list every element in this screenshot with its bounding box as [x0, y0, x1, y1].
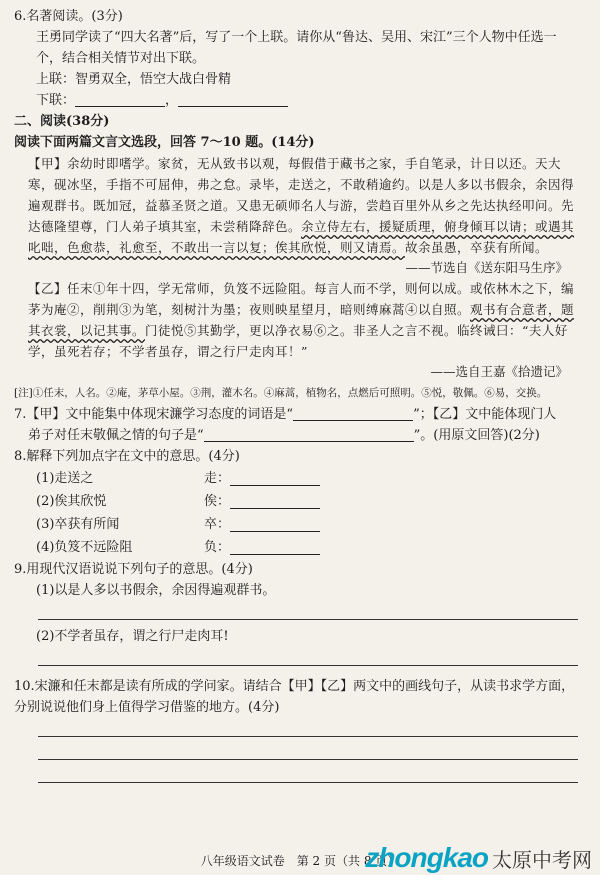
- q8-item-label: (4)负笈不远险阻: [36, 540, 133, 555]
- q8-blank[interactable]: [230, 494, 320, 509]
- jia-end: 故余虽愚，卒获有所闻。: [405, 240, 549, 255]
- q9-title: 9.用现代汉语说说下列句子的意思。(4分): [14, 562, 253, 577]
- q8-item-char: 卒：: [204, 517, 231, 532]
- q7-blank-2[interactable]: [204, 427, 414, 442]
- q7-part-c: 弟子对任末敬佩之情的句子是“: [28, 428, 204, 443]
- section-reading-title: 二、阅读(38分): [14, 114, 110, 129]
- reading-intro: 阅读下面两篇文言文选段，回答 7～10 题。(14分): [14, 135, 315, 150]
- q8-item-label: (3)卒获有所闻: [36, 517, 120, 532]
- q7-part-a: 7.【甲】文中能集中体现宋濂学习态度的词语是“: [14, 407, 294, 422]
- q9-sentence-1: (1)以是人多以书假余，余因得遍观群书。: [36, 583, 276, 598]
- q8-item-label: (2)俟其欣悦: [36, 494, 107, 509]
- q8-item-char: 走：: [204, 471, 231, 486]
- yi-end: 门徒悦⑤其勤学，更以净衣易⑥之。非圣人之言不视。临终诫曰：“夫人好学，虽死若存；不学者虽存，谓之行尸走肉耳！”: [28, 323, 568, 359]
- q6-lower-label: 下联：: [36, 93, 76, 108]
- q9-answer-line-2[interactable]: [38, 647, 578, 666]
- yi-text: 【乙】任末①年十四，学无常师，负笈不远险阻。每言人而不学，则何以成。或依林木之下，编茅为庵②，削荆③为笔，刻树汁为墨；夜则映星望月，暗则缚麻蒿④以自照。: [28, 281, 575, 317]
- q8-blank[interactable]: [230, 471, 320, 486]
- q8-item-4: [14, 536, 582, 559]
- q10-answer-line-3[interactable]: [38, 764, 578, 783]
- page-footer: 八年级语文试卷 第 2 页（共 8 页）: [200, 854, 400, 868]
- jia-source: ——节选自《送东阳马生序》: [405, 260, 568, 275]
- watermark: [365, 841, 592, 875]
- q10-answer-line-1[interactable]: [38, 718, 578, 737]
- q8-item-label: (1)走送之: [36, 471, 94, 486]
- q8-blank[interactable]: [230, 540, 320, 555]
- yi-underlined: 观书有合意者，题其衣裳，以记其事。: [28, 302, 575, 338]
- yi-source: ——选自王嘉《拾遗记》: [430, 364, 568, 379]
- q7-blank-1[interactable]: [293, 406, 413, 421]
- q10-answer-line-2[interactable]: [38, 741, 578, 760]
- q8-item-1: [14, 467, 582, 490]
- q9-answer-line-1[interactable]: [38, 601, 578, 620]
- q6-prompt: 王勇同学读了“四大名著”后，写了一个上联。请你从“鲁达、吴用、宋江”三个人物中任选一个，结合相关情节对出下联。: [36, 30, 557, 66]
- jia-text: 【甲】余幼时即嗜学。家贫，无从致书以观，每假借于藏书之家，手自笔录，计日以还。天大寒，砚冰坚，手指不可屈伸，弗之怠。录毕，走送之，不敢稍逾约。以是人多以书假余，余因得遍观群书。既加冠，益慕圣贤之道。又患无硕师名人与游，尝趋百里外从乡之先达执经叩问。先达德隆望尊，门人弟子填其室，未尝稍降辞色。: [28, 156, 575, 234]
- q7: [14, 404, 582, 446]
- q10-title: 10.宋濂和任末都是读有所成的学问家。请结合【甲】【乙】两文中的画线句子，从读书求学方面，分别说说他们身上值得学习借鉴的地方。(4分): [14, 679, 575, 715]
- watermark-logo: zhongkao: [365, 842, 488, 873]
- q7-part-d: ”。(用原文回答)(2分): [413, 428, 540, 443]
- q8-item-3: [14, 513, 582, 536]
- q8-item-char: 负：: [204, 540, 231, 555]
- q6-title: 6.名著阅读。(3分): [14, 9, 123, 24]
- jia-underlined: 余立侍左右，援疑质理，俯身倾耳以请；或遇其叱咄，色愈恭，礼愈至，不敢出一言以复；俟其欣悦，则又请焉。: [28, 219, 575, 255]
- q6-upper-couplet: 上联：智勇双全，悟空大战白骨精: [36, 72, 232, 87]
- q9-sentence-2: (2)不学者虽存，谓之行尸走肉耳!: [36, 629, 229, 644]
- q8-title: 8.解释下列加点字在文中的意思。(4分): [14, 449, 240, 464]
- q7-part-b: ”；【乙】文中能体现门人: [413, 407, 557, 422]
- q8-blank[interactable]: [230, 517, 320, 532]
- passage-jia: [14, 153, 582, 258]
- passage-yi: [14, 278, 582, 362]
- q6-blank-2[interactable]: [178, 92, 288, 107]
- q6-blank-1[interactable]: [75, 92, 165, 107]
- q8-item-2: [14, 490, 582, 513]
- q6-lower-couplet: 下联： ，: [14, 90, 582, 111]
- q8-item-char: 俟：: [204, 494, 231, 509]
- annotation-note: [注]①任末，人名。②庵，茅草小屋。③荆，灌木名。④麻蒿，植物名，点燃后可照明。⑤悦，敬佩。⑥易，交换。: [14, 387, 548, 399]
- watermark-site-name: 太原中考网: [492, 847, 592, 872]
